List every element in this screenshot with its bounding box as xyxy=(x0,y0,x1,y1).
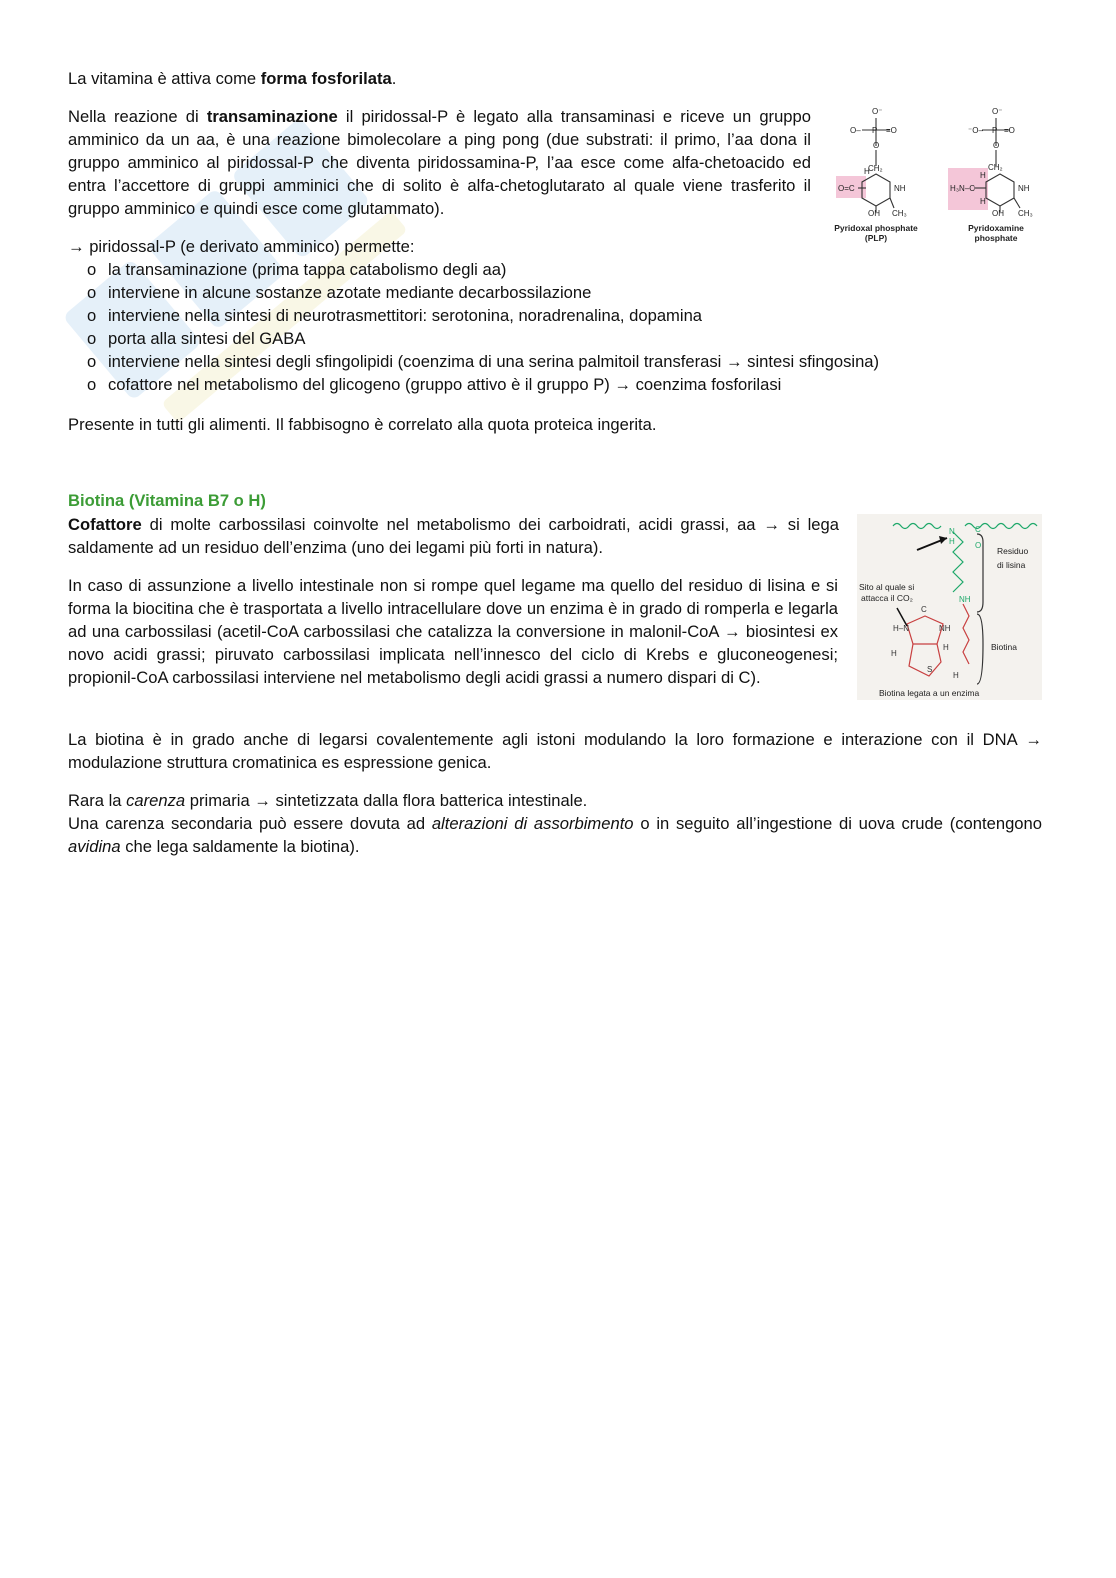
svg-text:N: N xyxy=(949,527,955,536)
paragraph-histones: La biotina è in grado anche di legarsi covalentemente agli istoni modulando la loro formazione e interazione con il DNA → modulazione struttura cromatinica es espressione genica. xyxy=(68,730,1042,772)
paragraph-requirement: Presente in tutti gli alimenti. Il fabbisogno è correlato alla quota proteica ingerita. xyxy=(68,415,657,434)
svg-text:H: H xyxy=(980,197,986,206)
list-item: o cofattore nel metabolismo del glicogeno (gruppo attivo è il gruppo P) → coenzima fosforilasi xyxy=(87,375,782,394)
svg-text:=O: =O xyxy=(1004,126,1015,135)
paragraph-vitamin-form: La vitamina è attiva come forma fosforilata. xyxy=(68,69,397,88)
svg-text:NH: NH xyxy=(894,184,906,193)
svg-text:CH₃: CH₃ xyxy=(1018,209,1033,218)
svg-text:NH: NH xyxy=(1018,184,1030,193)
svg-text:OH: OH xyxy=(992,209,1004,218)
list-item: o interviene in alcune sostanze azotate mediante decarbossilazione xyxy=(87,283,592,302)
svg-text:O=C: O=C xyxy=(838,184,855,193)
list-item: o la transaminazione (prima tappa catabolismo degli aa) xyxy=(87,260,507,279)
svg-text:C: C xyxy=(921,605,927,614)
svg-text:=O: =O xyxy=(886,126,897,135)
biotin-caption: Biotina legata a un enzima xyxy=(879,688,980,698)
section-heading-biotin: Biotina (Vitamina B7 o H) xyxy=(68,491,266,510)
plp-caption-abbrev: (PLP) xyxy=(864,233,888,243)
svg-text:P: P xyxy=(872,126,878,135)
pyridoxamine-caption-2: phosphate xyxy=(974,233,1018,243)
lysine-label: di lisina xyxy=(997,560,1026,570)
svg-text:NH: NH xyxy=(939,624,951,633)
svg-text:O: O xyxy=(993,141,1000,150)
svg-text:H–N: H–N xyxy=(893,624,910,633)
svg-text:NH: NH xyxy=(959,595,971,604)
svg-text:O⁻: O⁻ xyxy=(992,107,1003,116)
pyridoxamine-caption: Pyridoxamine xyxy=(968,223,1024,233)
svg-text:O: O xyxy=(975,541,982,550)
residue-label: Residuo xyxy=(997,546,1029,556)
svg-text:C: C xyxy=(975,525,981,534)
svg-text:H: H xyxy=(891,649,897,658)
svg-text:O⁻: O⁻ xyxy=(872,107,883,116)
svg-text:H₃N–C: H₃N–C xyxy=(950,184,976,193)
list-item: o interviene nella sintesi di neurotrasmettitori: serotonina, noradrenalina, dopamina xyxy=(87,306,703,325)
svg-text:OH: OH xyxy=(868,209,880,218)
biotin-enzyme-figure xyxy=(857,514,1042,700)
site-label-1: Sito al quale si xyxy=(859,582,915,592)
svg-text:H: H xyxy=(943,643,949,652)
list-item: o interviene nella sintesi degli sfingolipidi (coenzima di una serina palmitoil transferasi → sintesi sfingosina) xyxy=(87,352,880,371)
svg-text:H: H xyxy=(949,537,955,546)
list-item: o porta alla sintesi del GABA xyxy=(87,329,306,348)
paragraph-transamination: Nella reazione di transaminazione il piridossal-P è legato alla transaminasi e riceve un gruppo amminico da un aa, è una reazione bimolecolare a ping pong (due substrati: il primo, l’aa dona il gruppo amminico al piridossal-P che diventa piridossamina-P, l’aa esce come alfa-chetoacido ed entra l’accettore di gruppi amminici che di solito è alfa-chetoglutarato al quale viene trasferito il gruppo amminico e quindi esce come glutammato). xyxy=(68,107,811,218)
svg-text:CH₂: CH₂ xyxy=(868,164,883,173)
svg-text:S: S xyxy=(927,665,933,674)
plp-caption: Pyridoxal phosphate xyxy=(834,223,918,233)
svg-text:CH₃: CH₃ xyxy=(892,209,907,218)
list-intro: → piridossal-P (e derivato amminico) permette: xyxy=(68,237,415,256)
paragraph-biocytin: In caso di assunzione a livello intestinale non si rompe quel legame ma quello del residuo di lisina e si forma la biocitina che è trasportata a livello intracellulare dove un enzima è in grado di romperla e legarla ad una carbossilasi (acetil-CoA carbossilasi che catalizza la conversione in malonil-CoA → biosintesi ex novo acidi grassi; piruvato carbossilasi implicata nell’innesco del ciclo di Krebs e gluconeogenesi; propionil-CoA carbossilasi interviene nel metabolismo degli acidi grassi a numero dispari di C). xyxy=(68,576,838,687)
svg-text:P: P xyxy=(992,126,998,135)
svg-text:H: H xyxy=(980,171,986,180)
paragraph-biotin-cofactor: Cofattore di molte carbossilasi coinvolte nel metabolismo dei carboidrati, acidi grassi, aa → si lega saldamente ad un residuo dell’enzima (uno dei legami più forti in natura). xyxy=(68,515,839,557)
svg-text:H: H xyxy=(953,671,959,680)
svg-text:O–: O– xyxy=(850,126,861,135)
svg-text:⁻O–: ⁻O– xyxy=(968,126,983,135)
svg-text:H: H xyxy=(864,167,870,176)
paragraph-secondary-deficiency: Una carenza secondaria può essere dovuta ad alterazioni di assorbimento o in seguito all’ingestione di uova crude (contengono avidina che lega saldamente la biotina). xyxy=(68,814,1042,856)
svg-text:O: O xyxy=(873,141,880,150)
site-label-2: attacca il CO₂ xyxy=(861,593,913,603)
biotin-label: Biotina xyxy=(991,642,1017,652)
paragraph-primary-deficiency: Rara la carenza primaria → sintetizzata dalla flora batterica intestinale. xyxy=(68,791,588,810)
pyridoxal-figure xyxy=(828,100,1048,250)
svg-text:CH₂: CH₂ xyxy=(988,163,1003,172)
plp-functions-list xyxy=(68,235,879,396)
